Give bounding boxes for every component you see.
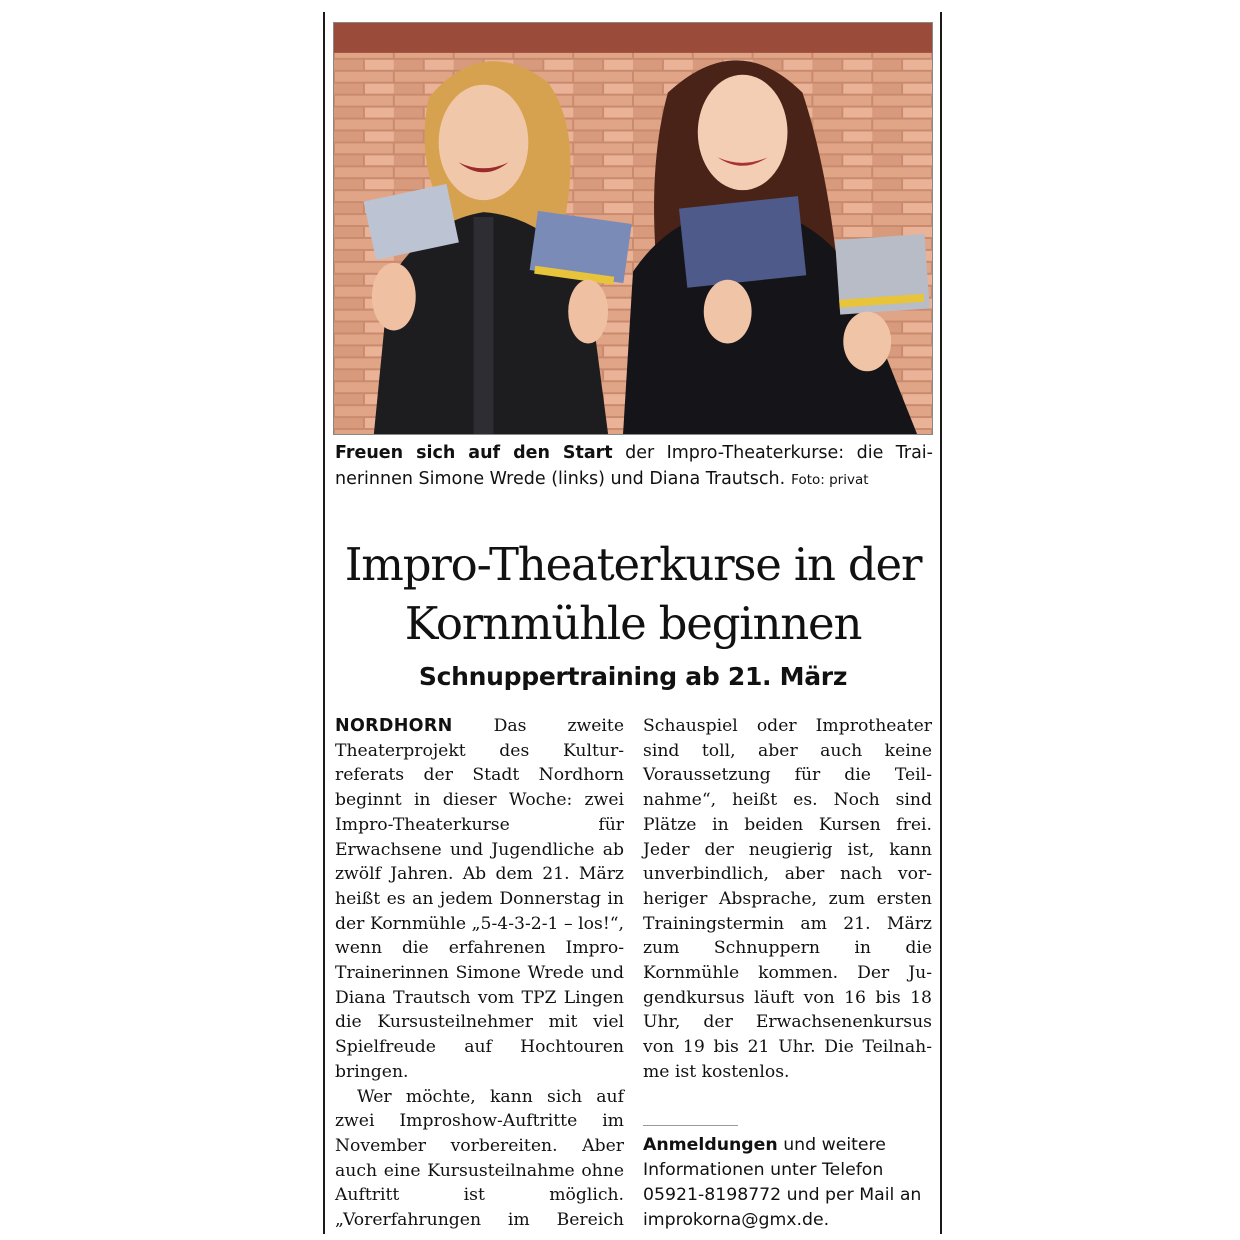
photo-caption: [335, 440, 933, 493]
paragraph-1: [335, 714, 624, 1085]
column-rule-right: [940, 12, 942, 1234]
photo-illustration: [334, 23, 932, 434]
article-headline: Impro-Theaterkurse in der Kornmühle beginnen: [344, 538, 922, 650]
info-lead: Anmeldungen: [643, 1135, 778, 1155]
info-box: [643, 1133, 938, 1233]
column-rule-left: [323, 12, 325, 1234]
photo-credit: Foto: privat: [791, 472, 869, 488]
dateline: NORDHORN: [335, 716, 453, 736]
caption-text: der Impro-Theaterkurse: die Trainerinnen Simone Wrede (links) und Diana Trautsch.: [335, 443, 933, 489]
paragraph-2-text: Wer möchte, kann sich auf zwei Improshow-Auftritte im November vorbereiten. Aber auch eine Kursusteilnahme ohne Auftritt ist möglich. „Vorerfahrungen im Bereich Schauspiel oder Improtheater sind toll, aber auch keine Voraussetzung für die Teilnahme“, heißt es. Noch sind Plätze in beiden Kursen frei. Jeder der neugierig ist, kann unverbindlich, aber nach vorheriger Absprache, zum ersten Trainingstermin am 21. März zum Schnuppern in die Kornmühle kommen. Der Jugendkursus läuft von 16 bis 18 Uhr, der Erwachsenenkursus von 19 bis 21 Uhr. Die Teilnahme ist kostenlos.: [335, 716, 932, 1231]
paragraph-1-text: Das zweite Theaterprojekt des Kulturreferats der Stadt Nordhorn beginnt in dieser Woche: zwei Impro-Theaterkurse für Erwachsene und Jugendliche ab zwölf Jahren. Ab dem 21. März heißt es an jedem Donnerstag in der Kornmühle „5-4-3-2-1 – los!“, wenn die erfahrenen Impro-Trainerinnen Simone Wrede und Diana Trautsch vom TPZ Lingen die Kursusteilnehmer mit viel Spielfreude auf Hochtouren bringen.: [335, 716, 624, 1082]
article-subheadline: Schnuppertraining ab 21. März: [418, 662, 848, 691]
info-divider: [643, 1125, 738, 1126]
article-photo: [333, 22, 933, 435]
caption-lead: Freuen sich auf den Start: [335, 443, 613, 463]
info-text: und weitere Informationen unter Telefon 05921-8198772 und per Mail an improkorna@gmx.de.: [643, 1135, 922, 1230]
